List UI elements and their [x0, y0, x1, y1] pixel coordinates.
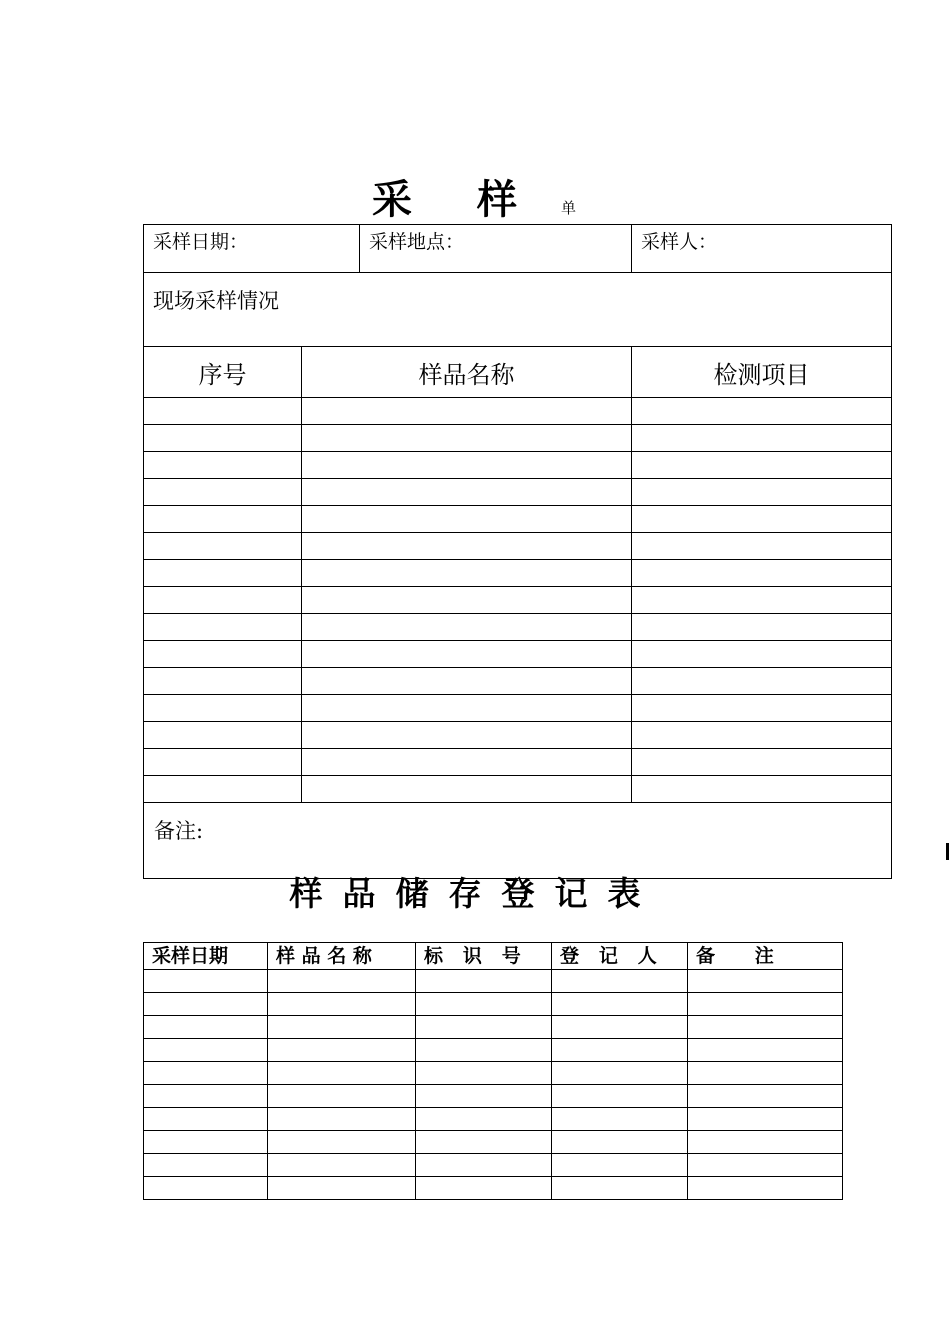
sampling-cell-sample-name[interactable] [302, 560, 632, 587]
sampling-cell-sample-name[interactable] [302, 749, 632, 776]
sampling-cell-test-items[interactable] [632, 776, 892, 803]
storage-cell-sample-name[interactable] [268, 993, 416, 1016]
sampling-cell-sample-name[interactable] [302, 587, 632, 614]
sampling-cell-serial[interactable] [144, 425, 302, 452]
sampling-cell-test-items[interactable] [632, 560, 892, 587]
site-situation-label: 现场采样情况 [153, 289, 279, 313]
sampling-table-row [144, 695, 892, 722]
storage-cell-sample-name[interactable] [268, 1062, 416, 1085]
col-header-sample-name: 样品名称 [302, 347, 632, 398]
storage-cell-sampling-date[interactable] [144, 1131, 268, 1154]
sampling-cell-serial[interactable] [144, 641, 302, 668]
storage-cell-identifier[interactable] [416, 970, 552, 993]
sampling-cell-sample-name[interactable] [302, 452, 632, 479]
sampling-cell-serial[interactable] [144, 479, 302, 506]
storage-cell-identifier[interactable] [416, 1131, 552, 1154]
sampling-cell-sample-name[interactable] [302, 398, 632, 425]
storage-table-row [144, 970, 843, 993]
storage-cell-registrant[interactable] [552, 1085, 688, 1108]
sampling-location-label: 采样地点： [369, 231, 465, 253]
remark-cell[interactable] [144, 803, 892, 879]
sampling-table-row [144, 506, 892, 533]
sampling-cell-test-items[interactable] [632, 695, 892, 722]
storage-cell-sampling-date[interactable] [144, 1062, 268, 1085]
storage-cell-registrant[interactable] [552, 1154, 688, 1177]
storage-col-sampling-date: 采样日期 [144, 943, 268, 970]
storage-cell-sampling-date[interactable] [144, 1177, 268, 1200]
sampler-cell[interactable] [632, 225, 892, 273]
remark-label: 备注: [154, 819, 204, 843]
storage-cell-sample-name[interactable] [268, 1085, 416, 1108]
storage-cell-registrant[interactable] [552, 1062, 688, 1085]
storage-cell-registrant[interactable] [552, 1177, 688, 1200]
sampler-label: 采样人： [641, 231, 718, 253]
sampling-cell-serial[interactable] [144, 560, 302, 587]
sampling-cell-test-items[interactable] [632, 614, 892, 641]
sampling-table-row [144, 776, 892, 803]
sampling-table-row [144, 722, 892, 749]
sampling-table-row [144, 749, 892, 776]
storage-table-row [144, 1177, 843, 1200]
storage-register-table [143, 942, 843, 1200]
sampling-cell-sample-name[interactable] [302, 533, 632, 560]
sampling-table-row [144, 479, 892, 506]
storage-cell-sampling-date[interactable] [144, 993, 268, 1016]
storage-cell-remarks[interactable] [688, 1108, 843, 1131]
storage-cell-identifier[interactable] [416, 1085, 552, 1108]
sampling-cell-serial[interactable] [144, 452, 302, 479]
sampling-cell-test-items[interactable] [632, 533, 892, 560]
storage-cell-remarks[interactable] [688, 1062, 843, 1085]
sampling-date-label: 采样日期： [153, 231, 249, 253]
storage-cell-sampling-date[interactable] [144, 1016, 268, 1039]
storage-cell-remarks[interactable] [688, 1016, 843, 1039]
storage-table-row [144, 1085, 843, 1108]
storage-cell-sample-name[interactable] [268, 1154, 416, 1177]
site-situation-cell[interactable] [144, 273, 892, 347]
storage-cell-identifier[interactable] [416, 1062, 552, 1085]
sampling-table-row [144, 668, 892, 695]
sampling-table-row [144, 452, 892, 479]
storage-col-identifier: 标 识 号 [416, 943, 552, 970]
storage-cell-sample-name[interactable] [268, 1131, 416, 1154]
storage-cell-sampling-date[interactable] [144, 970, 268, 993]
title-char-1: 采 [372, 176, 412, 223]
storage-cell-identifier[interactable] [416, 993, 552, 1016]
storage-cell-registrant[interactable] [552, 1039, 688, 1062]
storage-cell-identifier[interactable] [416, 1108, 552, 1131]
storage-col-remarks: 备 注 [688, 943, 843, 970]
sampling-cell-serial[interactable] [144, 722, 302, 749]
storage-cell-sampling-date[interactable] [144, 1108, 268, 1131]
sampling-cell-sample-name[interactable] [302, 479, 632, 506]
storage-table-row [144, 993, 843, 1016]
sampling-cell-test-items[interactable] [632, 452, 892, 479]
sampling-cell-test-items[interactable] [632, 722, 892, 749]
sampling-cell-sample-name[interactable] [302, 776, 632, 803]
storage-col-registrant: 登 记 人 [552, 943, 688, 970]
col-header-test-items: 检测项目 [632, 347, 892, 398]
sampling-cell-test-items[interactable] [632, 425, 892, 452]
storage-cell-sample-name[interactable] [268, 1039, 416, 1062]
sampling-cell-test-items[interactable] [632, 506, 892, 533]
storage-cell-remarks[interactable] [688, 970, 843, 993]
sampling-cell-serial[interactable] [144, 506, 302, 533]
title-suffix: 单 [561, 199, 577, 217]
sampling-table-row [144, 614, 892, 641]
sampling-cell-sample-name[interactable] [302, 695, 632, 722]
sampling-cell-test-items[interactable] [632, 479, 892, 506]
storage-col-sample-name: 样 品 名 称 [268, 943, 416, 970]
sampling-cell-test-items[interactable] [632, 398, 892, 425]
sampling-cell-sample-name[interactable] [302, 506, 632, 533]
sampling-cell-serial[interactable] [144, 587, 302, 614]
storage-cell-identifier[interactable] [416, 1016, 552, 1039]
storage-cell-remarks[interactable] [688, 1177, 843, 1200]
sampling-cell-sample-name[interactable] [302, 425, 632, 452]
sampling-cell-serial[interactable] [144, 614, 302, 641]
sampling-cell-serial[interactable] [144, 776, 302, 803]
sampling-cell-sample-name[interactable] [302, 668, 632, 695]
storage-cell-identifier[interactable] [416, 1154, 552, 1177]
storage-table-row [144, 1062, 843, 1085]
storage-cell-sampling-date[interactable] [144, 1039, 268, 1062]
sampling-location-cell[interactable] [360, 225, 632, 273]
sampling-cell-sample-name[interactable] [302, 722, 632, 749]
storage-cell-sample-name[interactable] [268, 1177, 416, 1200]
storage-cell-remarks[interactable] [688, 1131, 843, 1154]
sampling-cell-serial[interactable] [144, 668, 302, 695]
storage-table-row [144, 1039, 843, 1062]
storage-cell-registrant[interactable] [552, 993, 688, 1016]
storage-cell-registrant[interactable] [552, 970, 688, 993]
storage-register-title: 样品储存登记表 [289, 874, 661, 913]
sampling-table-row [144, 425, 892, 452]
page-edge-mark [946, 843, 949, 860]
storage-table-row [144, 1131, 843, 1154]
sampling-table-row [144, 560, 892, 587]
storage-cell-remarks[interactable] [688, 993, 843, 1016]
sampling-cell-serial[interactable] [144, 533, 302, 560]
sampling-cell-serial[interactable] [144, 695, 302, 722]
sampling-cell-sample-name[interactable] [302, 614, 632, 641]
sampling-table-row [144, 533, 892, 560]
storage-cell-sample-name[interactable] [268, 1016, 416, 1039]
sampling-cell-test-items[interactable] [632, 668, 892, 695]
sampling-table-row [144, 641, 892, 668]
sampling-table-row [144, 587, 892, 614]
storage-cell-sampling-date[interactable] [144, 1085, 268, 1108]
storage-table-row [144, 1016, 843, 1039]
storage-cell-remarks[interactable] [688, 1154, 843, 1177]
sampling-cell-serial[interactable] [144, 749, 302, 776]
sampling-form-title [0, 172, 950, 228]
storage-cell-registrant[interactable] [552, 1016, 688, 1039]
storage-cell-sample-name[interactable] [268, 970, 416, 993]
sampling-cell-serial[interactable] [144, 398, 302, 425]
sampling-cell-test-items[interactable] [632, 587, 892, 614]
storage-cell-remarks[interactable] [688, 1039, 843, 1062]
storage-cell-identifier[interactable] [416, 1039, 552, 1062]
storage-table-row [144, 1154, 843, 1177]
storage-cell-identifier[interactable] [416, 1177, 552, 1200]
storage-cell-sampling-date[interactable] [144, 1154, 268, 1177]
storage-table-row [144, 1108, 843, 1131]
storage-cell-sample-name[interactable] [268, 1108, 416, 1131]
title-char-2: 样 [477, 176, 517, 223]
storage-cell-remarks[interactable] [688, 1085, 843, 1108]
sampling-cell-test-items[interactable] [632, 749, 892, 776]
sampling-date-cell[interactable] [144, 225, 360, 273]
sampling-cell-sample-name[interactable] [302, 641, 632, 668]
storage-cell-registrant[interactable] [552, 1131, 688, 1154]
sampling-form-table [143, 224, 892, 879]
sampling-cell-test-items[interactable] [632, 641, 892, 668]
storage-cell-registrant[interactable] [552, 1108, 688, 1131]
col-header-serial: 序号 [144, 347, 302, 398]
sampling-table-row [144, 398, 892, 425]
